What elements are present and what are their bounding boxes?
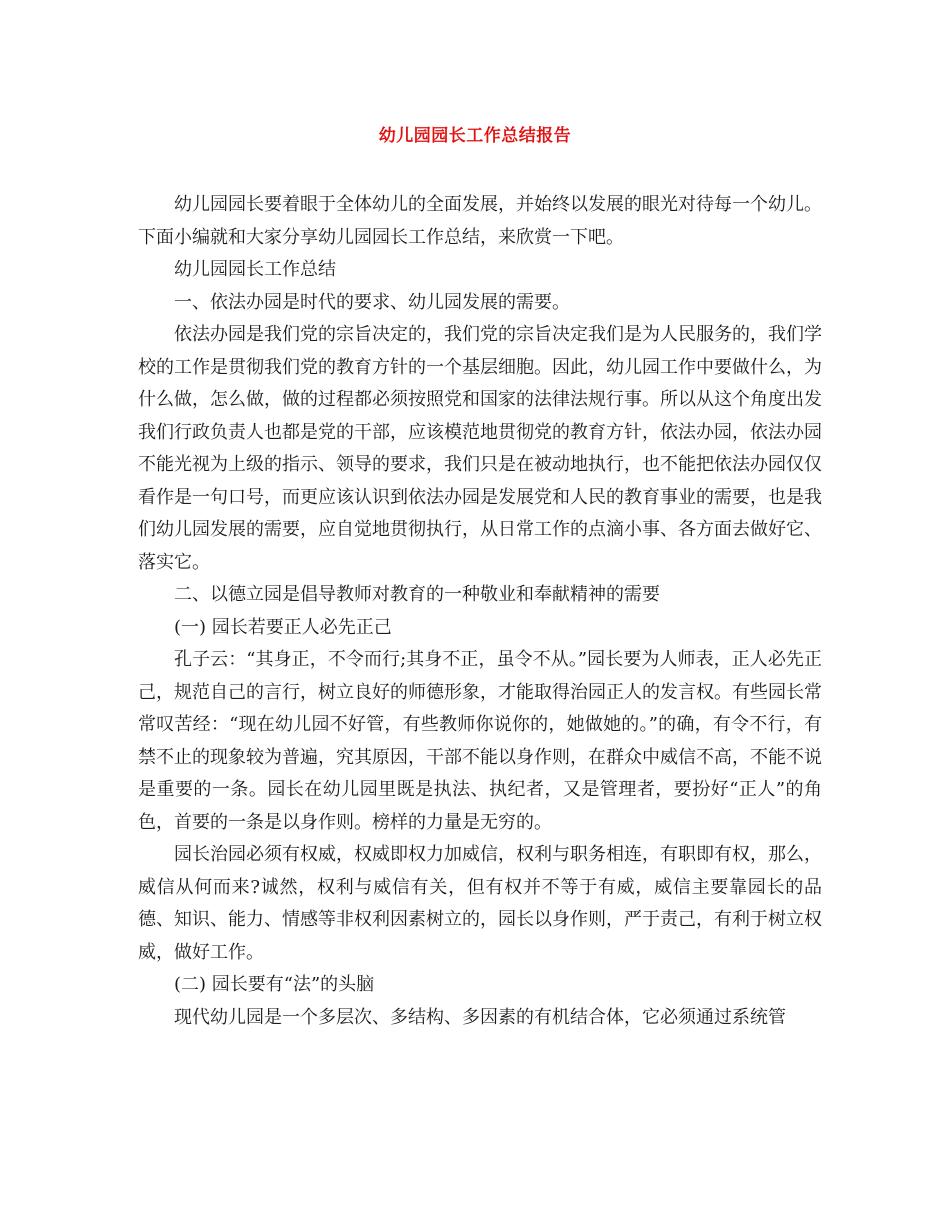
subheading-2-2: (二) 园长要有“法”的头脑 [174,974,375,995]
paragraph-subtitle: 幼儿园园长工作总结 [174,259,336,280]
paragraph-intro: 幼儿园园长要着眼于全体幼儿的全面发展，并始终以发展的眼光对待每一个幼儿。下面小编就和大家分享幼儿园园长工作总结，来欣赏一下吧。 [138,194,822,248]
section-heading-2: 二、以德立园是倡导教师对教育的一种敬业和奉献精神的需要 [174,584,660,605]
paragraph-2-2: 现代幼儿园是一个多层次、多结构、多因素的有机结合体，它必须通过系统管 [174,1006,786,1028]
subheading-2-1: (一) 园长若要正人必先正己 [174,616,392,638]
document-body [138,189,822,1034]
paragraph-2-1-a: 孔子云：“其身正，不令而行;其身不正，虽令不从。”园长要为人师表，正人必先正己，规范自己的言行，树立良好的师德形象，才能取得治园正人的发言权。有些园长常常叹苦经：“现在幼儿园不好管，有些教师你说你的，她做她的。”的确，有令不行，有禁不止的现象较为普遍，究其原因，干部不能以身作则，在群众中威信不高，不能不说是重要的一条。园长在幼儿园里既是执法、执纪者，又是管理者，要扮好“正人”的角色，首要的一条是以身作则。榜样的力量是无穷的。 [138,649,822,833]
paragraph-2-1-b: 园长治园必须有权威，权威即权力加威信，权利与职务相连，有职即有权，那么，威信从何而来?诚然，权利与威信有关，但有权并不等于有威，威信主要靠园长的品德、知识、能力、情感等非权利因素树立的，园长以身作则，严于责己，有利于树立权威，做好工作。 [138,844,822,963]
document-title: 幼儿园园长工作总结报告 [378,126,572,146]
paragraph-section-1: 依法办园是我们党的宗旨决定的，我们党的宗旨决定我们是为人民服务的，我们学校的工作是贯彻我们党的教育方针的一个基层细胞。因此，幼儿园工作中要做什么，为什么做，怎么做，做的过程都必须按照党和国家的法律法规行事。所以从这个角度出发我们行政负责人也都是党的干部，应该模范地贯彻党的教育方针，依法办园，依法办园不能光视为上级的指示、领导的要求，我们只是在被动地执行，也不能把依法办园仅仅看作是一句口号，而更应该认识到依法办园是发展党和人民的教育事业的需要，也是我们幼儿园发展的需要，应自觉地贯彻执行，从日常工作的点滴小事、各方面去做好它、落实它。 [138,324,822,573]
section-heading-1: 一、依法办园是时代的要求、幼儿园发展的需要。 [174,291,570,313]
